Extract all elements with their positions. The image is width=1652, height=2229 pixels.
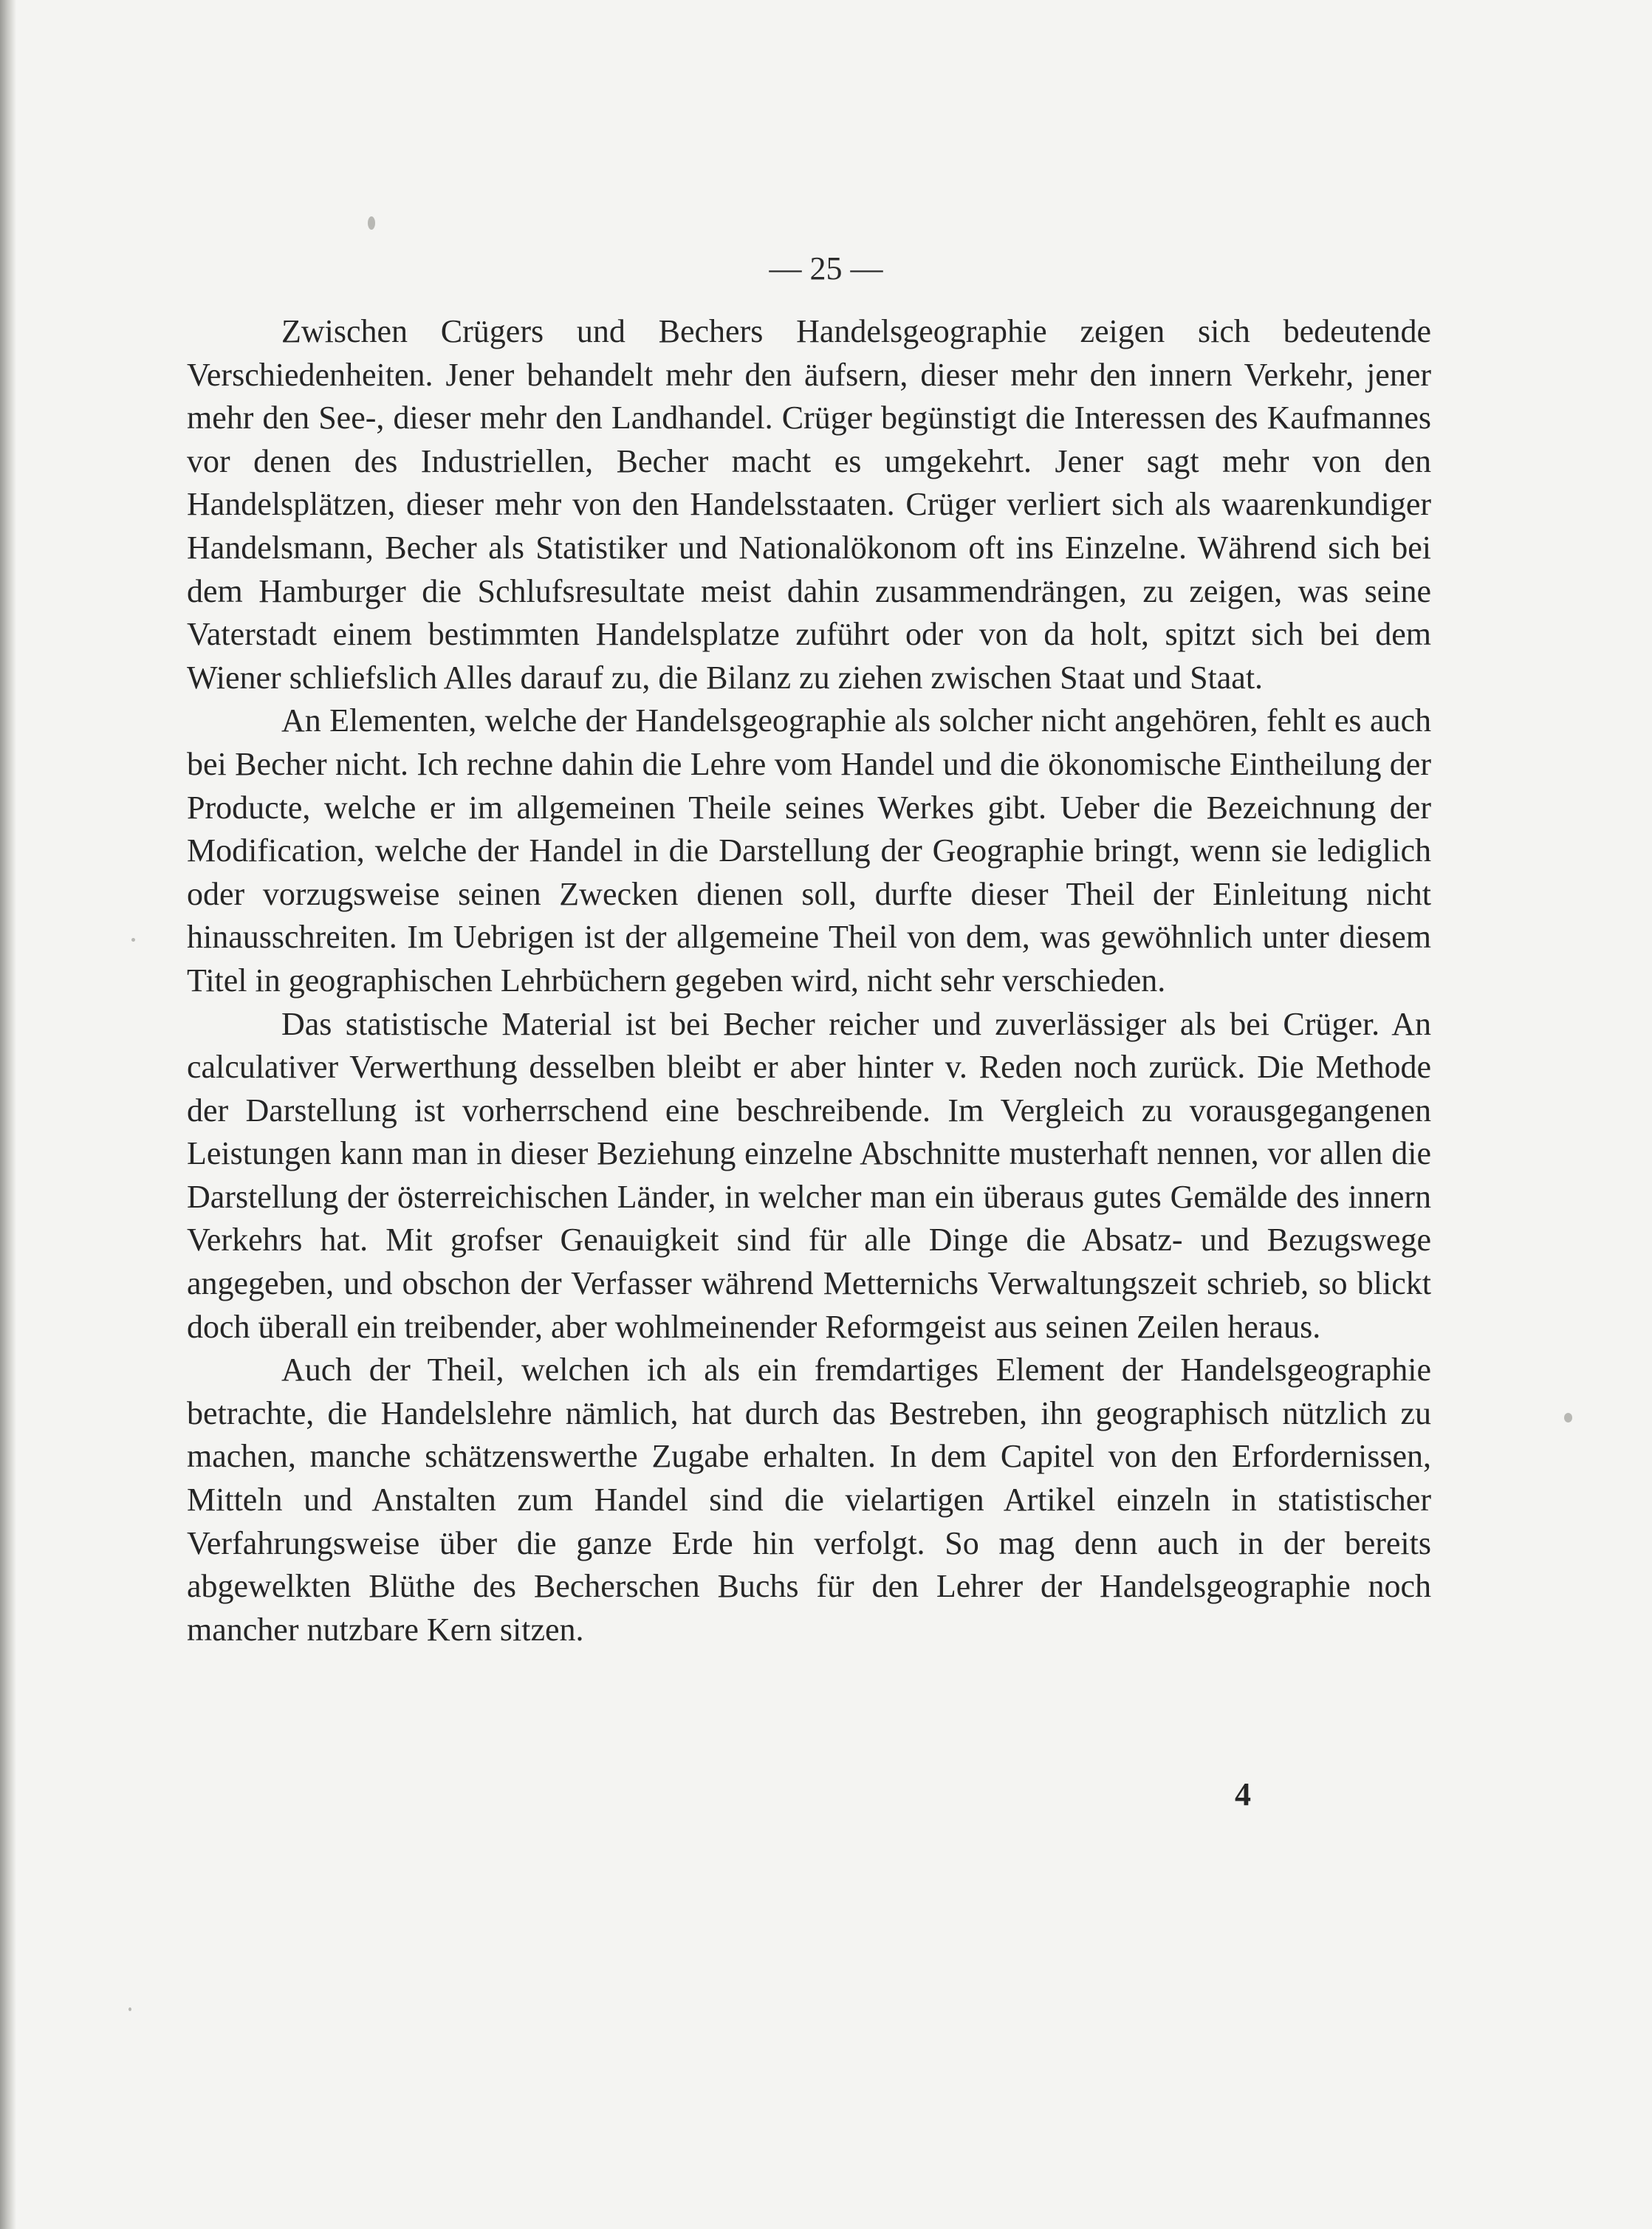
paragraph-4-text: Auch der Theil, welchen ich als ein fremdartiges Element der Handelsgeographie betrachte, die Handelslehre nämlich, hat durch das Bestreben, ihn geographisch nützlich zu machen, manche schätzenswerthe Zugabe erhalten. In dem Capitel von den Erfordernissen, Mitteln und Anstalten zum Handel sind die vielartigen Artikel einzeln in statistischer Verfahrungsweise über die ganze Erde hin verfolgt. So mag denn auch in der bereits abgewelkten Blüthe des Becherschen Buchs für den Lehrer der Handelsgeographie noch mancher nutzbare Kern sitzen. — [187, 1352, 1431, 1648]
ink-speck — [1564, 1413, 1572, 1422]
binding-shadow — [0, 0, 16, 2229]
ink-speck — [131, 938, 135, 942]
page-number: — 25 — — [769, 250, 883, 287]
paragraph-3-text: Das statistische Material ist bei Becher reicher und zuverlässiger als bei Crüger. An calculativer Verwerthung desselben bleibt er aber hinter v. Reden noch zurück. Die Methode der Darstellung ist vorherrschend eine beschreibende. Im Vergleich zu vorausgegangenen Leistungen kann man in dieser Beziehung einzelne Abschnitte musterhaft nennen, vor allen die Darstellung der österreichischen Länder, in welcher man ein überaus gutes Gemälde des innern Verkehrs hat. Mit grofser Genauigkeit sind für alle Dinge die Absatz- und Bezugswege angegeben, und obschon der Verfasser während Metternichs Verwaltungszeit schrieb, so blickt doch überall ein treibender, aber wohlmeinender Reformgeist aus seinen Zeilen heraus. — [187, 1005, 1431, 1345]
paragraph-3 — [187, 1003, 1431, 1349]
ink-speck — [368, 216, 375, 230]
paragraph-2-text: An Elementen, welche der Handelsgeographie als solcher nicht angehören, fehlt es auch bei Becher nicht. Ich rechne dahin die Lehre vom Handel und die ökonomische Eintheilung der Producte, welche er im allgemeinen Theile seines Werkes gibt. Ueber die Bezeichnung der Modification, welche der Handel in die Darstellung der Geographie bringt, wenn sie lediglich oder vorzugsweise seinen Zwecken dienen soll, durfte dieser Theil der Einleitung nicht hinausschreiten. Im Uebrigen ist der allgemeine Theil von dem, was gewöhnlich unter diesem Titel in geographischen Lehrbüchern gegeben wird, nicht sehr verschieden. — [187, 702, 1431, 999]
signature-mark: 4 — [1235, 1776, 1251, 1812]
ink-speck — [128, 2007, 131, 2011]
body-text — [187, 310, 1431, 1651]
paragraph-2 — [187, 699, 1431, 1002]
paragraph-4 — [187, 1349, 1431, 1651]
paragraph-1-text: Zwischen Crügers und Bechers Handelsgeographie zeigen sich bedeutende Verschiedenheiten. Jener behandelt mehr den äufsern, dieser mehr den innern Verkehr, jener mehr den See-, dieser mehr den Landhandel. Crüger begünstigt die Interessen des Kaufmannes vor denen des Industriellen, Becher macht es umgekehrt. Jener sagt mehr von den Handelsplätzen, dieser mehr von den Handelsstaaten. Crüger verliert sich als waarenkundiger Handelsmann, Becher als Statistiker und Nationalökonom oft ins Einzelne. Während sich bei dem Hamburger die Schlufsresultate meist dahin zusammendrängen, zu zeigen, was seine Vaterstadt einem bestimmten Handelsplatze zuführt oder von da holt, spitzt sich bei dem Wiener schliefslich Alles darauf zu, die Bilanz zu ziehen zwischen Staat und Staat. — [187, 313, 1431, 696]
paragraph-1 — [187, 310, 1431, 699]
